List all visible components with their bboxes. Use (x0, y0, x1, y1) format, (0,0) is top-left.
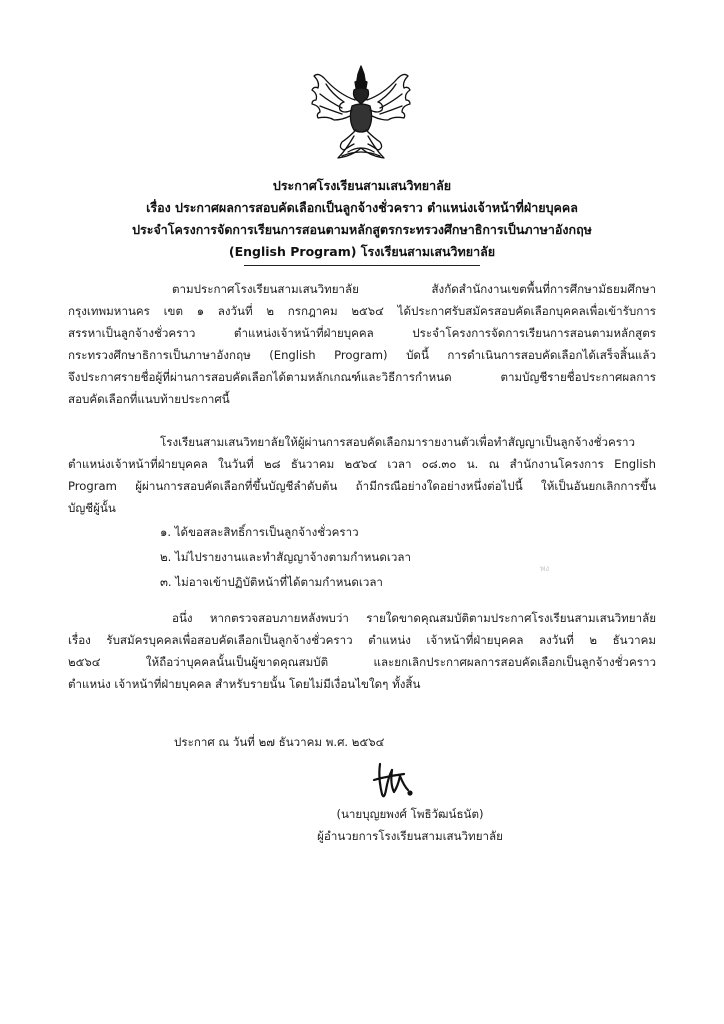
paragraph-line: ตำแหน่งเจ้าหน้าที่ฝ่ายบุคคล ในวันที่ ๒๘ ธันวาคม ๒๕๖๔ เวลา ๐๘.๓๐ น. ณ สำนักงานโครงการ English (68, 457, 656, 471)
paragraph-line: โรงเรียนสามเสนวิทยาลัยให้ผู้ผ่านการสอบคัดเลือกมารายงานตัวเพื่อทำสัญญาเป็นลูกจ้างชั่วคราว (160, 435, 635, 449)
list-item: ๒. ไม่ไปรายงานและทำสัญญาจ้างตามกำหนดเวลา (160, 550, 411, 564)
announcement-title: ประกาศโรงเรียนสามเสนวิทยาลัย (272, 178, 452, 193)
signatory-name: (นายบุญยพงศ์ โพธิวัฒน์ธนัต) (336, 807, 484, 821)
header-divider (244, 265, 480, 266)
paragraph-line: อนึ่ง หากตรวจสอบภายหลังพบว่า รายใดขาดคุณสมบัติตามประกาศโรงเรียนสามเสนวิทยาลัย (172, 611, 656, 625)
paragraph-line: เรื่อง รับสมัครบุคคลเพื่อสอบคัดเลือกเป็นลูกจ้างชั่วคราว ตำแหน่ง เจ้าหน้าที่ฝ่ายบุคคล ลงวันที่ ๒ ธันวาคม (68, 633, 656, 647)
paragraph-line: Program ผู้ผ่านการสอบคัดเลือกที่ขึ้นบัญชีลำดับต้น ถ้ามีกรณีอย่างใดอย่างหนึ่งต่อไปนี้ ให้เป็นอันยกเลิกการขึ้น (68, 479, 656, 493)
announcement-program: ประจำโครงการจัดการเรียนการสอนตามหลักสูตรกระทรวงศึกษาธิการเป็นภาษาอังกฤษ (132, 222, 592, 237)
paragraph-line: ตำแหน่ง เจ้าหน้าที่ฝ่ายบุคคล สำหรับรายนั้น โดยไม่มีเงื่อนไขใดๆ ทั้งสิ้น (68, 677, 421, 691)
handwritten-signature (370, 760, 414, 802)
paragraph-line: ๒๕๖๔ ให้ถือว่าบุคคลนั้นเป็นผู้ขาดคุณสมบัติ และยกเลิกประกาศผลการสอบคัดเลือกเป็นลูกจ้างชั่วคราว (68, 655, 656, 669)
announcement-program-name: (English Program) โรงเรียนสามเสนวิทยาลัย (228, 244, 496, 259)
garuda-emblem (308, 64, 414, 164)
paragraph-line: สอบคัดเลือกที่แนบท้ายประกาศนี้ (68, 392, 230, 406)
signatory-position: ผู้อำนวยการโรงเรียนสามเสนวิทยาลัย (317, 829, 503, 843)
paragraph-line: กรุงเทพมหานคร เขต ๑ ลงวันที่ ๒ กรกฎาคม ๒๕๖๔ ได้ประกาศรับสมัครสอบคัดเลือกบุคคลเพื่อเข้ารับการ (68, 304, 656, 318)
announcement-date: ประกาศ ณ วันที่ ๒๗ ธันวาคม พ.ศ. ๒๕๖๔ (174, 735, 385, 749)
paragraph-line: บัญชีผู้นั้น (68, 501, 116, 515)
list-item: ๑. ได้ขอสละสิทธิ์การเป็นลูกจ้างชั่วคราว (160, 525, 359, 539)
paragraph-line: ตามประกาศโรงเรียนสามเสนวิทยาลัย สังกัดสำนักงานเขตพื้นที่การศึกษามัธยมศึกษา (172, 282, 656, 296)
list-item: ๓. ไม่อาจเข้าปฏิบัติหน้าที่ได้ตามกำหนดเวลา (160, 575, 383, 589)
announcement-subject: เรื่อง ประกาศผลการสอบคัดเลือกเป็นลูกจ้างชั่วคราว ตำแหน่งเจ้าหน้าที่ฝ่ายบุคคล (146, 200, 578, 215)
paragraph-line: สรรหาเป็นลูกจ้างชั่วคราว ตำแหน่งเจ้าหน้าที่ฝ่ายบุคคล ประจำโครงการจัดการเรียนการสอนตามหลักสูตร (68, 326, 656, 340)
paragraph-line: จึงประกาศรายชื่อผู้ที่ผ่านการสอบคัดเลือกได้ตามหลักเกณฑ์และวิธีการกำหนด ตามบัญชีรายชื่อประกาศผลการ (68, 370, 656, 384)
paragraph-line: กระทรวงศึกษาธิการเป็นภาษาอังกฤษ (English Program) บัดนี้ การดำเนินการสอบคัดเลือกได้เสร็จสิ้นแล้ว (68, 348, 656, 362)
faint-margin-mark: พง (540, 564, 550, 573)
